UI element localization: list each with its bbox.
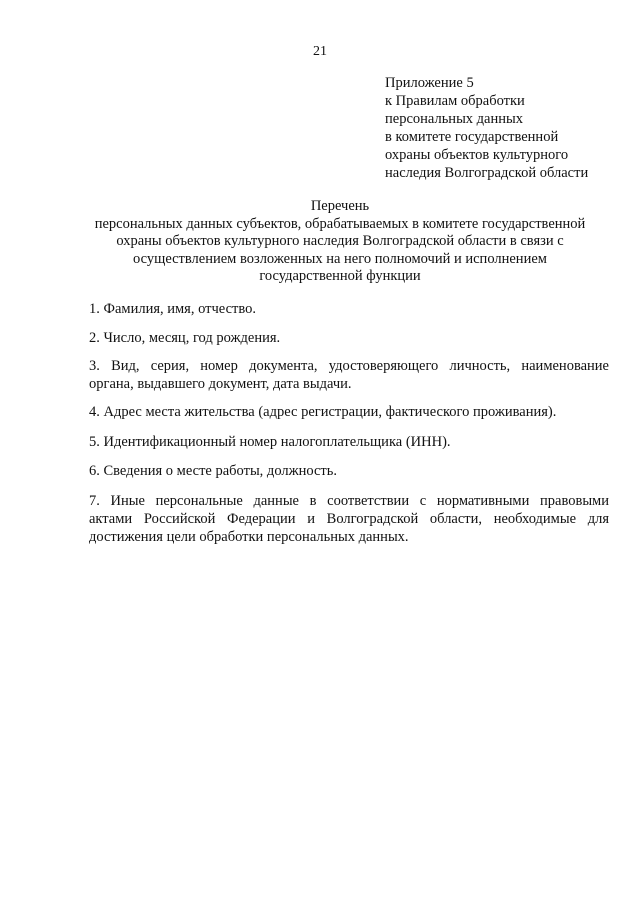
title-line: персональных данных субъектов, обрабатываемых в комитете государственной — [94, 215, 586, 232]
list-item-text: актами Российской Федерации и Волгоградской области, необходимые для — [89, 511, 609, 527]
list-item-text: 6. Сведения о месте работы, должность. — [89, 463, 338, 479]
title-line: государственной функции — [259, 268, 421, 284]
list-item — [89, 462, 337, 480]
appendix-line: персональных данных — [385, 111, 524, 127]
appendix-line: охраны объектов культурного — [385, 147, 569, 163]
title-line: осуществлением возложенных на него полномочий и исполнением — [133, 250, 547, 267]
page-number: 21 — [313, 44, 327, 59]
list-item-text: 3. Вид, серия, номер документа, удостоверяющего личность, наименование — [89, 358, 609, 374]
appendix-line: наследия Волгоградской области — [385, 165, 589, 181]
list-item — [89, 300, 256, 318]
document-title — [60, 198, 620, 286]
appendix-line: Приложение 5 — [385, 75, 474, 91]
list-item-text: 1. Фамилия, имя, отчество. — [89, 301, 256, 317]
list-item — [89, 492, 609, 546]
list-item-text: 7. Иные персональные данные в соответствии с нормативными правовыми — [89, 493, 609, 509]
list-item — [89, 403, 556, 421]
list-item-text: 2. Число, месяц, год рождения. — [89, 330, 281, 346]
list-item-text: достижения цели обработки персональных данных. — [89, 529, 409, 545]
title-heading: Перечень — [310, 198, 370, 214]
appendix-header — [385, 74, 635, 182]
list-item-text: 4. Адрес места жительства (адрес регистрации, фактического проживания). — [89, 404, 557, 420]
appendix-line: к Правилам обработки — [385, 93, 525, 109]
title-line: охраны объектов культурного наследия Волгоградской области в связи с — [116, 233, 564, 249]
list-item — [89, 357, 609, 393]
appendix-line: в комитете государственной — [385, 129, 559, 145]
list-item — [89, 329, 280, 347]
list-item-text: органа, выдавшего документ, дата выдачи. — [89, 376, 352, 392]
list-item — [89, 433, 451, 451]
list-item-text: 5. Идентификационный номер налогоплательщика (ИНН). — [89, 434, 451, 450]
